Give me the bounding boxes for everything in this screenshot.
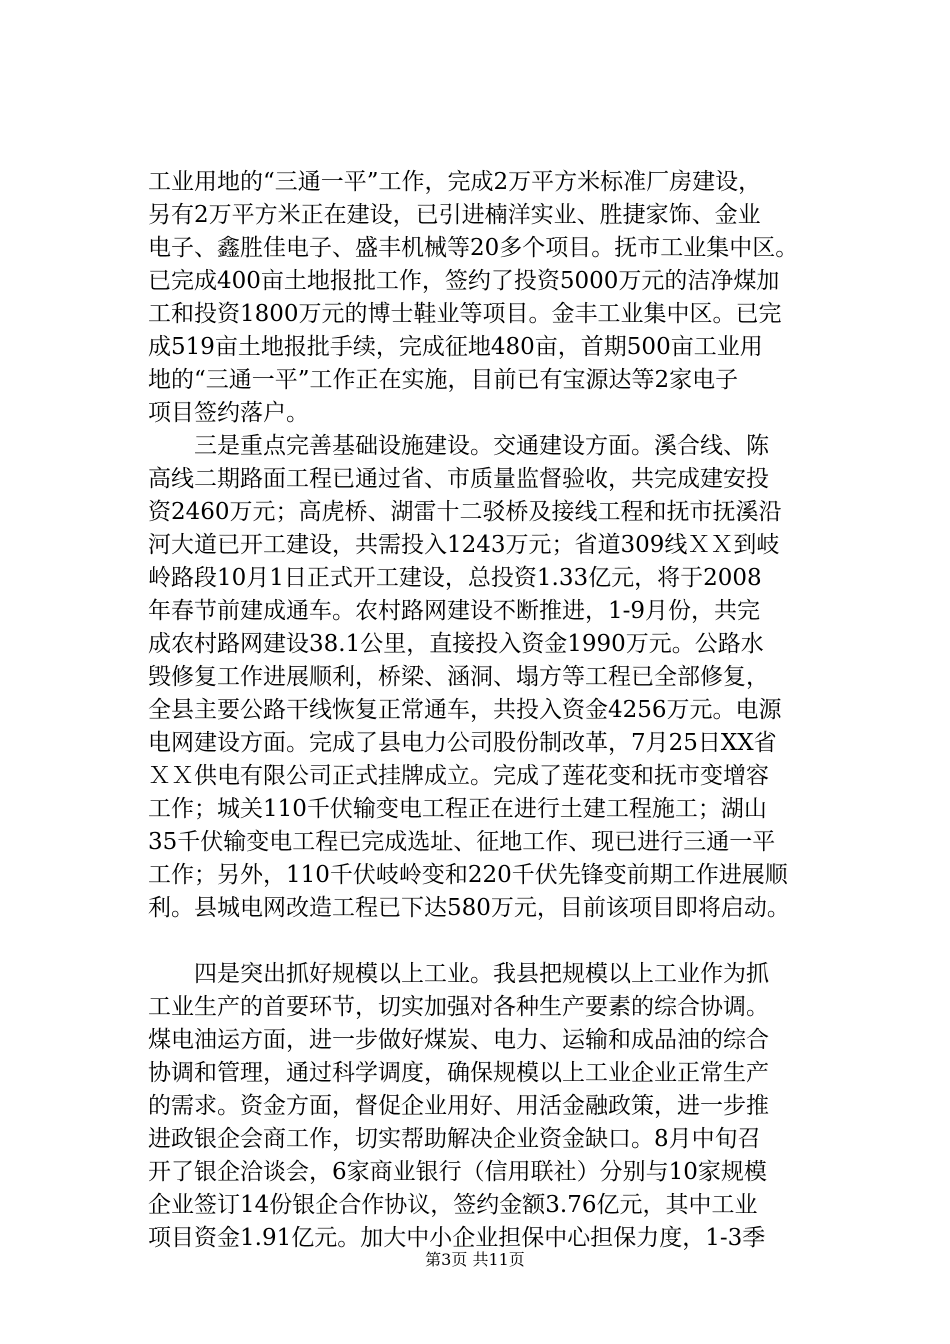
text-line: 四是突出抓好规模以上工业。我县把规模以上工业作为抓 bbox=[194, 961, 769, 987]
text-line: 成农村路网建设38.1公里，直接投入资金1990万元。公路水 bbox=[148, 631, 764, 657]
text-line: 协调和管理，通过科学调度，确保规模以上工业企业正常生产 bbox=[148, 1060, 769, 1086]
text-line: 电子、鑫胜佳电子、盛丰机械等20多个项目。抚市工业集中区。 bbox=[148, 235, 799, 261]
text-line: 进政银企会商工作，切实帮助解决企业资金缺口。8月中旬召 bbox=[148, 1126, 761, 1152]
text-line: 企业签订14份银企合作协议，签约金额3.76亿元，其中工业 bbox=[148, 1192, 758, 1218]
text-line: 岭路段10月1日正式开工建设，总投资1.33亿元，将于2008 bbox=[148, 565, 762, 591]
text-line: 另有2万平方米正在建设，已引进楠洋实业、胜捷家饰、金业 bbox=[148, 202, 761, 228]
text-line: 工和投资1800万元的博士鞋业等项目。金丰工业集中区。已完 bbox=[148, 301, 782, 327]
text-line: ＸＸ供电有限公司正式挂牌成立。完成了莲花变和抚市变增容 bbox=[148, 763, 769, 789]
text-line: 电网建设方面。完成了县电力公司股份制改革，7月25日XX省 bbox=[148, 730, 777, 756]
paragraph-infrastructure bbox=[148, 430, 848, 925]
paragraph-scale-industry bbox=[148, 958, 848, 1255]
text-line: 河大道已开工建设，共需投入1243万元；省道309线ＸＸ到岐 bbox=[148, 532, 780, 558]
text-line: 毁修复工作进展顺利，桥梁、涵洞、塌方等工程已全部修复， bbox=[148, 664, 769, 690]
text-line: 高线二期路面工程已通过省、市质量监督验收，共完成建安投 bbox=[148, 466, 769, 492]
text-line: 成519亩土地报批手续，完成征地480亩，首期500亩工业用 bbox=[148, 334, 763, 360]
paragraph-industrial-zones bbox=[148, 166, 848, 430]
text-line: 项目签约落户。 bbox=[148, 400, 309, 426]
text-line: 三是重点完善基础设施建设。交通建设方面。溪合线、陈 bbox=[194, 433, 769, 459]
text-line: 地的“三通一平”工作正在实施，目前已有宝源达等2家电子 bbox=[148, 367, 739, 393]
text-line: 煤电油运方面，进一步做好煤炭、电力、运输和成品油的综合 bbox=[148, 1027, 769, 1053]
text-line: 全县主要公路干线恢复正常通车，共投入资金4256万元。电源 bbox=[148, 697, 782, 723]
text-line: 年春节前建成通车。农村路网建设不断推进，1-9月份，共完 bbox=[148, 598, 761, 624]
text-line: 工作；另外，110千伏岐岭变和220千伏先锋变前期工作进展顺 bbox=[148, 862, 788, 888]
text-line: 开了银企洽谈会，6家商业银行（信用联社）分别与10家规模 bbox=[148, 1159, 767, 1185]
text-line: 已完成400亩土地报批工作，签约了投资5000万元的洁净煤加 bbox=[148, 268, 780, 294]
text-line: 利。县城电网改造工程已下达580万元，目前该项目即将启动。 bbox=[148, 895, 790, 921]
document-body bbox=[148, 166, 848, 1255]
text-line: 工业生产的首要环节，切实加强对各种生产要素的综合协调。 bbox=[148, 994, 769, 1020]
text-line: 工业用地的“三通一平”工作，完成2万平方米标准厂房建设， bbox=[148, 169, 762, 195]
text-line: 资2460万元；高虎桥、湖雷十二驳桥及接线工程和抚市抚溪沿 bbox=[148, 499, 782, 525]
page-footer: 第3页 共11页 bbox=[425, 1250, 525, 1269]
text-line: 35千伏输变电工程已完成选址、征地工作、现已进行三通一平 bbox=[148, 829, 776, 855]
text-line: 的需求。资金方面，督促企业用好、用活金融政策，进一步推 bbox=[148, 1093, 769, 1119]
paragraph-gap bbox=[148, 925, 848, 958]
text-line: 工作；城关110千伏输变电工程正在进行土建工程施工；湖山 bbox=[148, 796, 767, 822]
text-line: 项目资金1.91亿元。加大中小企业担保中心担保力度，1-3季 bbox=[148, 1225, 766, 1251]
